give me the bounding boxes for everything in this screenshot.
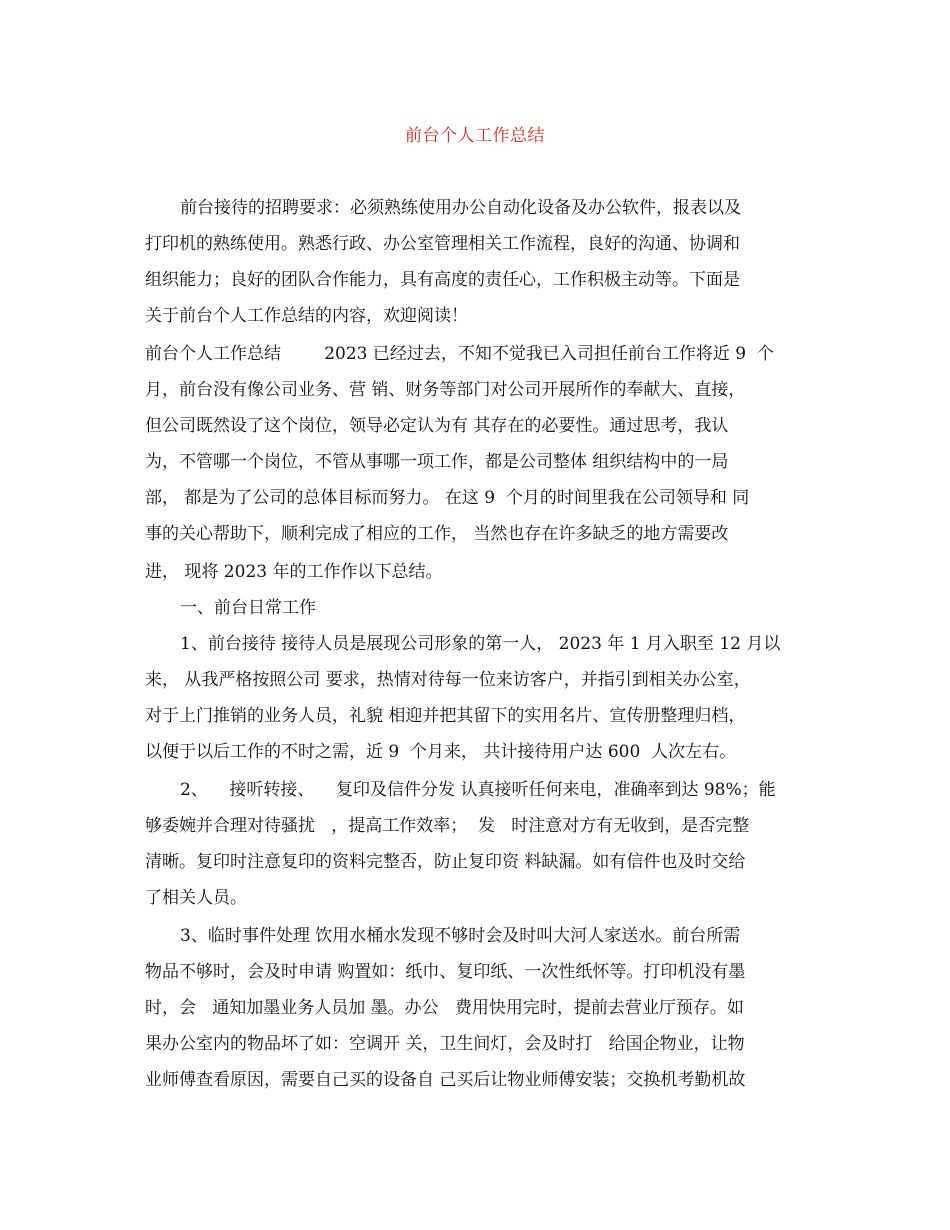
document-title: 前台个人工作总结 [405, 126, 545, 146]
body-line: 时，会 通知加墨业务人员加 墨。办公 费用快用完时，提前去营业厅预存。如 [145, 998, 744, 1018]
body-line: 果办公室内的物品坏了如：空调开 关，卫生间灯，会及时打 给国企物业，让物 [145, 1034, 745, 1054]
body-line: 进， 现将 2023 年的工作作以下总结。 [145, 562, 443, 582]
body-line: 月，前台没有像公司业务、营 销、财务等部门对公司开展所作的奉献大、直接， [145, 380, 746, 400]
body-line: 2、 接听转接、 复印及信件分发 认真接听任何来电，准确率到达 98%；能 [180, 780, 776, 800]
body-line: 事的关心帮助下，顺利完成了相应的工作， 当然也存在许多缺乏的地方需要改 [145, 524, 729, 544]
body-line: 物品不够时，会及时申请 购置如：纸巾、复印纸、一次性纸怀等。打印机没有墨 [145, 962, 746, 982]
body-line: 业师傅查看原因，需要自己买的设备自 己买后让物业师傅安装；交换机考勤机故 [145, 1070, 746, 1090]
body-line: 前台个人工作总结 2023 已经过去，不知不觉我已入司担任前台工作将近 9 个 [145, 344, 774, 364]
body-line: 1、前台接待 接待人员是展现公司形象的第一人， 2023 年 1 月入职至 12 月以 [180, 634, 781, 654]
body-line: 但公司既然设了这个岗位，领导必定认为有 其存在的必要性。通过思考，我认 [145, 416, 729, 436]
body-line: 对于上门推销的业务人员，礼貌 相迎并把其留下的实用名片、宣传册整理归档， [145, 706, 746, 726]
body-line: 了相关人员。 [145, 888, 247, 908]
body-line: 打印机的熟练使用。熟悉行政、办公室管理相关工作流程，良好的沟通、协调和 [145, 234, 740, 254]
body-line: 以便于以后工作的不时之需，近 9 个月来， 共计接待用户达 600 人次左右。 [145, 742, 737, 762]
body-line: 组织能力；良好的团队合作能力，具有高度的责任心，工作积极主动等。下面是 [145, 270, 740, 290]
body-line: 3、临时事件处理 饮用水桶水发现不够时会及时叫大河人家送水。前台所需 [180, 926, 741, 946]
body-line: 关于前台个人工作总结的内容，欢迎阅读！ [145, 306, 468, 326]
body-line: 为，不管哪一个岗位，不管从事哪一项工作，都是公司整体 组织结构中的一局 [145, 452, 729, 472]
body-line: 够委婉并合理对待骚扰 ，提高工作效率； 发 时注意对方有无收到，是否完整 [145, 816, 750, 836]
body-line: 前台接待的招聘要求：必须熟练使用办公自动化设备及办公软件，报表以及 [180, 198, 741, 218]
body-line: 部， 都是为了公司的总体目标而努力。 在这 9 个月的时间里我在公司领导和 同 [145, 488, 750, 508]
body-line: 来， 从我严格按照公司 要求，热情对待每一位来访客户，并指引到相关办公室， [145, 670, 751, 690]
body-line: 清晰。复印时注意复印的资料完整否，防止复印资 料缺漏。如有信件也及时交给 [145, 852, 746, 872]
section-heading: 一、前台日常工作 [180, 598, 316, 618]
